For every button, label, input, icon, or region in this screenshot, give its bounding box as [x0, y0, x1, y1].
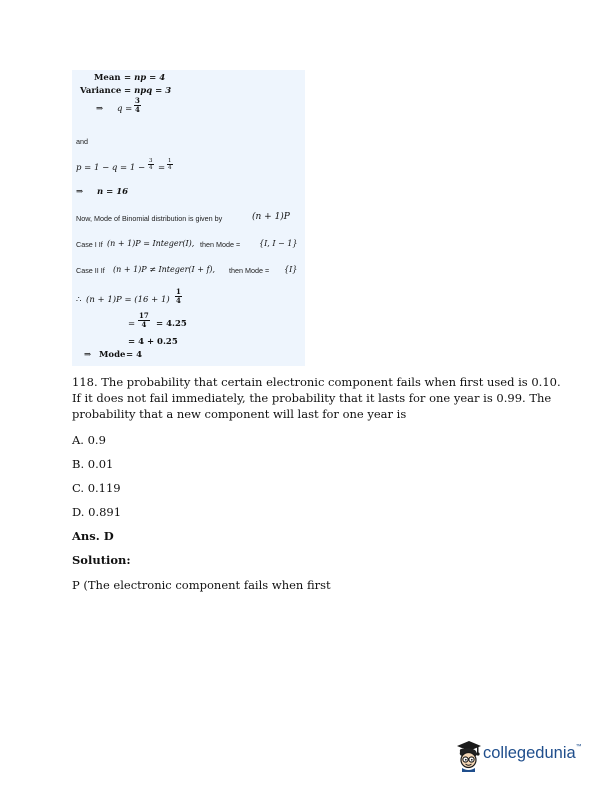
question-line-1: 118. The probability that certain electronic component fails when first used is 0.10.	[72, 375, 561, 389]
p-expression: p = 1 − q = 1 −	[76, 163, 146, 173]
calc2-equals: =	[128, 319, 136, 329]
n-expression: n = 16	[97, 187, 129, 197]
mean-label: Mean	[94, 73, 121, 83]
collegedunia-logo	[454, 738, 586, 772]
option-c: C. 0.119	[72, 481, 121, 495]
calc-frac-num: 1	[176, 287, 181, 296]
brand-trademark: ™	[575, 744, 582, 750]
mode-result-label: Mode	[99, 350, 126, 360]
mean-expression: = np = 4	[124, 73, 166, 83]
p-fraction-2	[167, 158, 173, 171]
case1-math: (n + 1)P = Integer(I),	[107, 239, 195, 248]
q-frac-num: 3	[135, 96, 140, 105]
calc2-frac-den: 4	[141, 320, 147, 329]
brand-name: collegedunia™	[483, 744, 582, 762]
answer-label: Ans. D	[72, 529, 114, 543]
case2-label: Case II If	[76, 266, 105, 275]
implies-arrow-q: ⇒	[96, 104, 104, 114]
q-fraction	[134, 97, 141, 114]
calc2-rhs: = 4.25	[156, 319, 187, 329]
question-line-3: probability that a new component will last for one year is	[72, 407, 407, 421]
mode-result-value: = 4	[126, 350, 142, 360]
variance-label: Variance	[80, 86, 122, 96]
option-b: B. 0.01	[72, 457, 114, 471]
graduate-mascot-icon	[454, 738, 484, 772]
calc-fraction	[175, 288, 182, 305]
question-line-2: If it does not fail immediately, the probability that it lasts for one year is 0.99. The	[72, 391, 552, 405]
case2-math: (n + 1)P ≠ Integer(I + f),	[113, 265, 216, 274]
and-text: and	[76, 137, 88, 146]
implies-arrow-mode: ⇒	[84, 350, 92, 360]
case2-result: {I}	[284, 265, 298, 274]
option-d: D. 0.891	[72, 505, 122, 519]
p-frac1-num: 3	[149, 158, 153, 164]
solution-heading: Solution:	[72, 553, 131, 567]
implies-arrow-n: ⇒	[76, 187, 84, 197]
case1-label: Case I If	[76, 240, 103, 249]
p-equals: =	[158, 163, 166, 173]
calc-lhs: (n + 1)P = (16 + 1)	[86, 295, 170, 305]
case1-result: {I, I − 1}	[259, 239, 298, 248]
solution-start-text: P (The electronic component fails when first	[72, 578, 331, 592]
q-frac-den: 4	[135, 105, 140, 114]
case2-then: then Mode =	[229, 266, 270, 275]
calc2-frac-num: 17	[139, 311, 149, 320]
calc3-expression: = 4 + 0.25	[128, 337, 178, 347]
calc-frac-den: 4	[176, 296, 181, 305]
case1-then: then Mode =	[200, 240, 241, 249]
calc2-fraction	[138, 312, 150, 329]
p-frac1-den: 4	[149, 165, 153, 171]
mode-given-text: Now, Mode of Binomial distribution is given by	[76, 214, 223, 223]
p-fraction-1	[148, 158, 154, 171]
p-frac2-den: 4	[168, 165, 172, 171]
p-frac2-num: 1	[168, 158, 172, 164]
variance-expression: = npq = 3	[124, 86, 172, 96]
option-a: A. 0.9	[72, 433, 106, 447]
q-lhs: q =	[117, 104, 133, 114]
mode-given-math: (n + 1)P	[252, 212, 290, 222]
therefore-symbol: ∴	[76, 295, 82, 305]
